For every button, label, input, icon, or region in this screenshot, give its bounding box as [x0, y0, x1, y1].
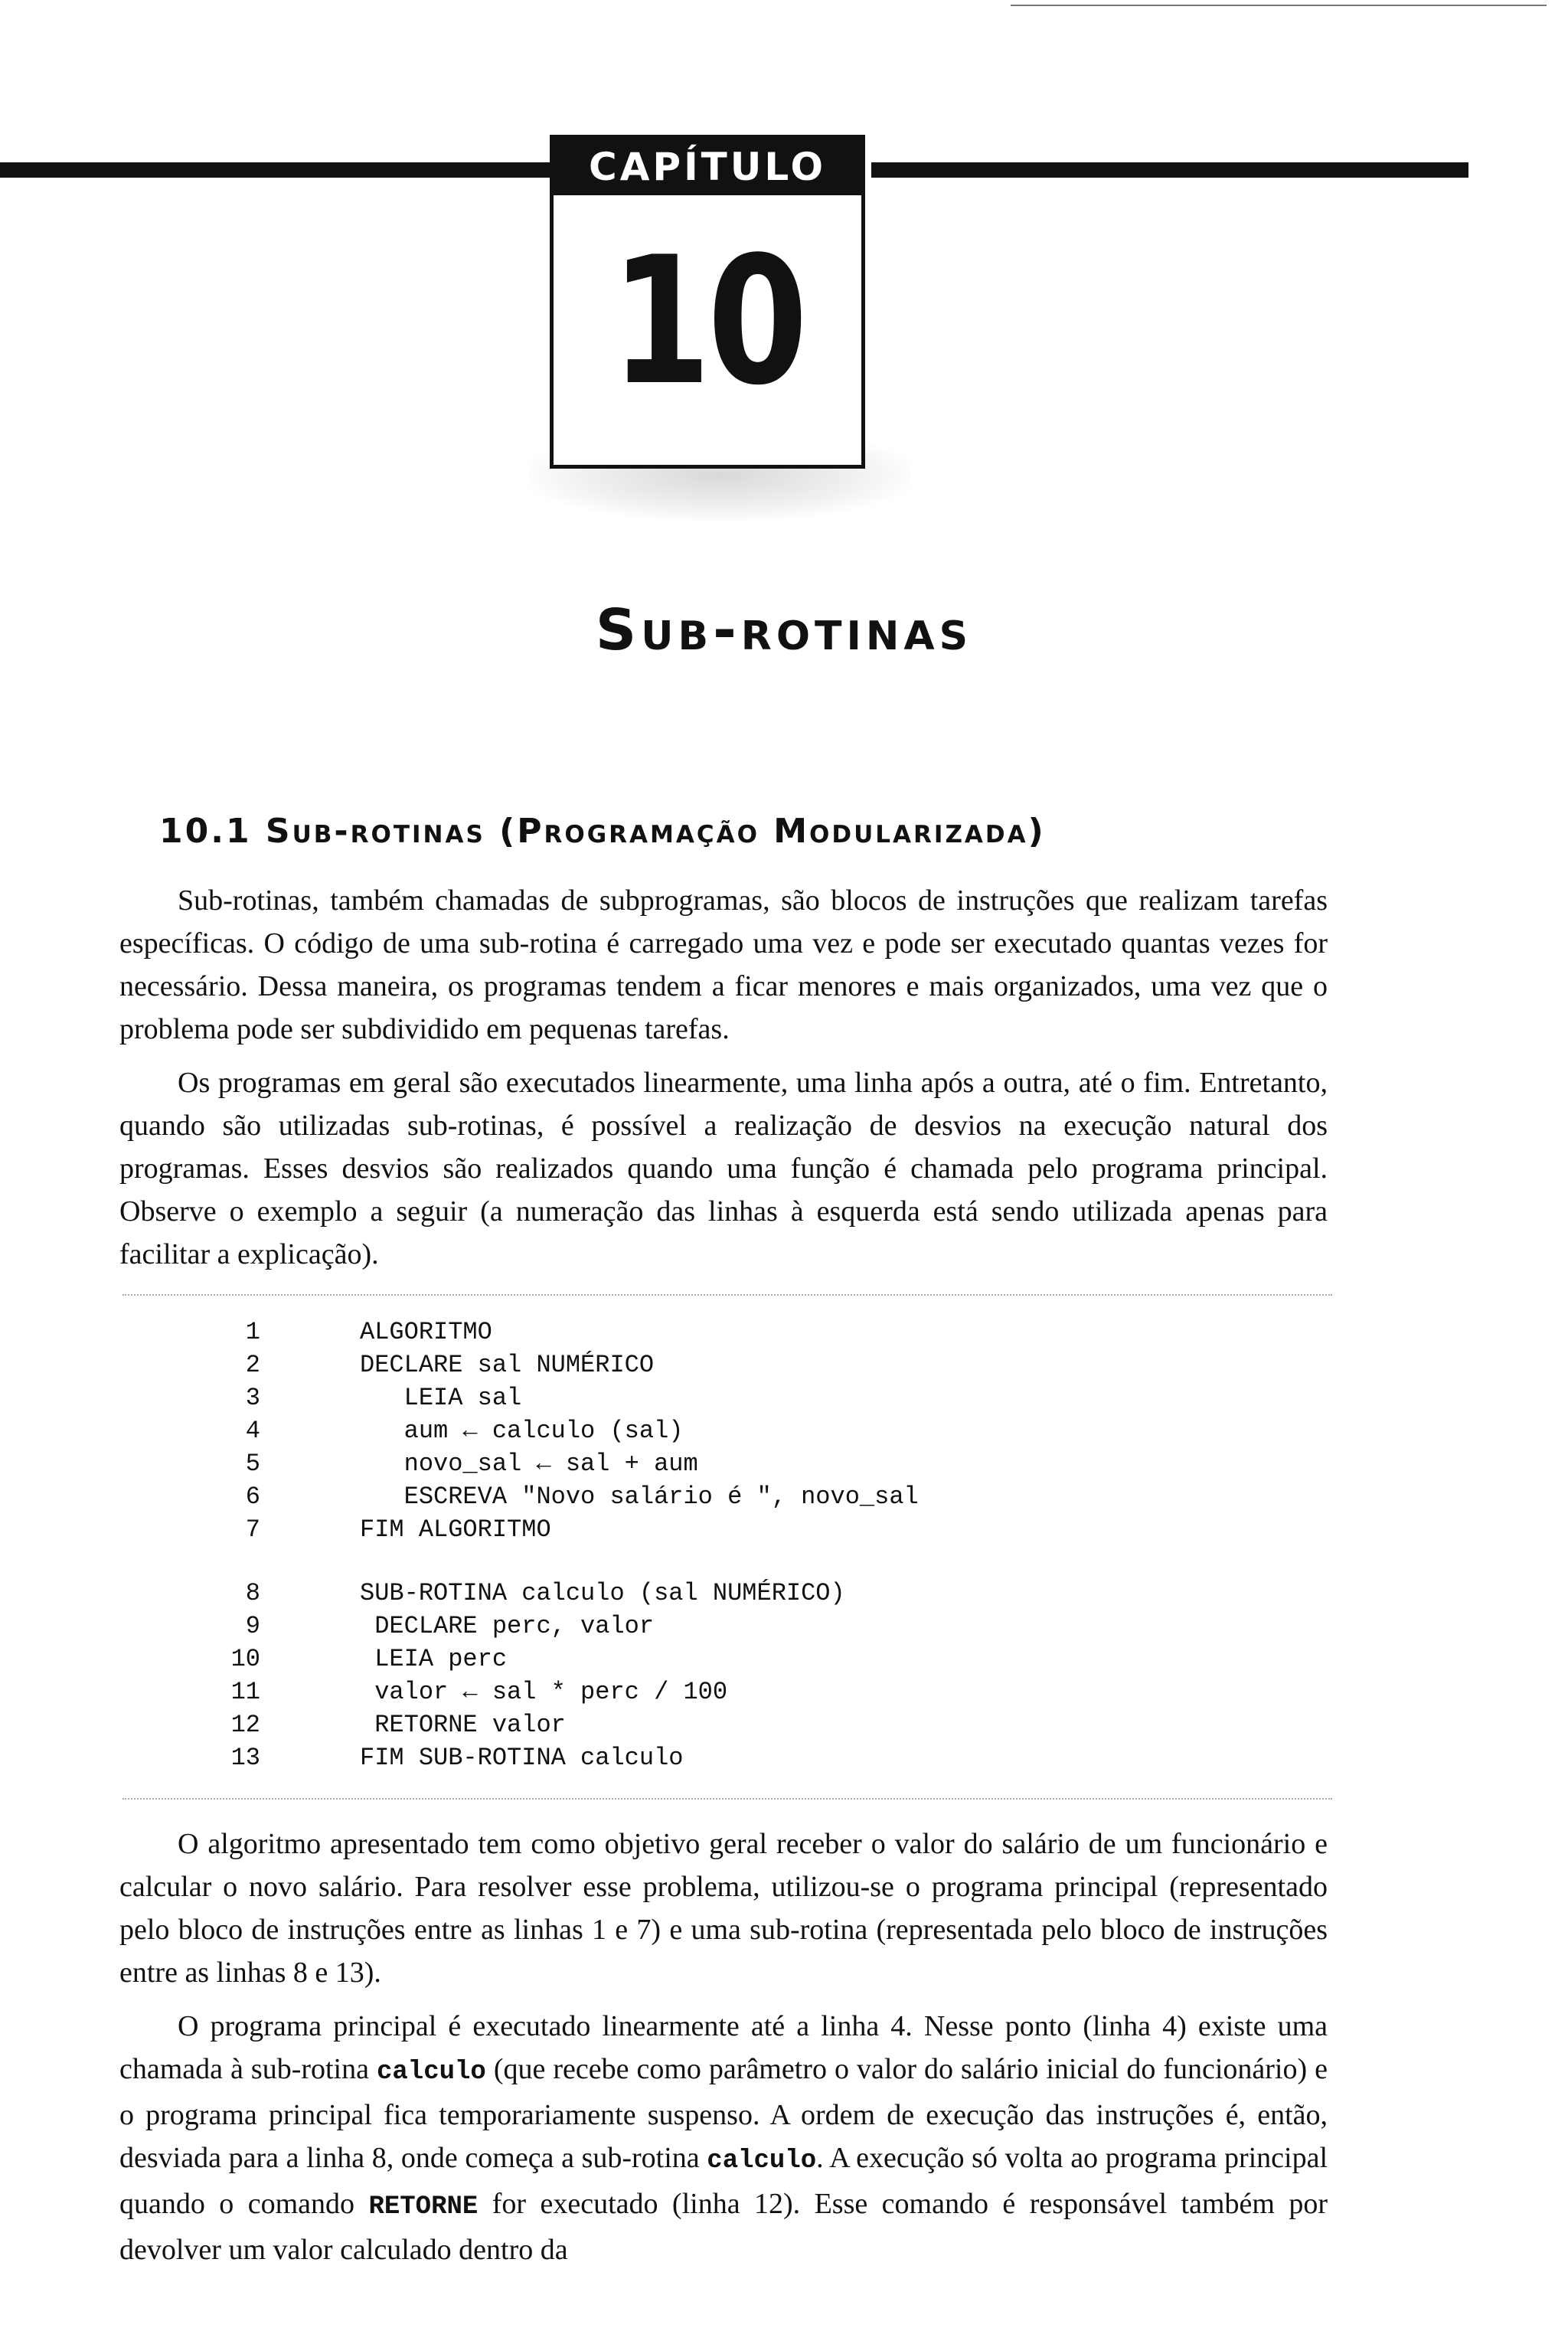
paragraph: Sub-rotinas, também chamadas de subprogramas, são blocos de instruções que realizam tarefas específicas. O código de uma sub-rotina é carregado uma vez e pode ser executado quantas vezes for necessário. Dessa maneira, os programas tendem a ficar menores e mais organizados, uma vez que o problema pode ser subdividido em pequenas tarefas.: [119, 884, 1328, 1045]
code-line: RETORNE valor: [360, 1711, 566, 1739]
line-number: 9: [245, 1612, 260, 1640]
code-row: [199, 1447, 919, 1480]
code-line: DECLARE perc, valor: [360, 1612, 655, 1640]
line-number: 3: [245, 1384, 260, 1412]
code-line: valor ← sal * perc / 100: [360, 1678, 728, 1706]
code-gap: [199, 1546, 919, 1577]
code-line: DECLARE sal NUMÉRICO: [360, 1351, 655, 1379]
paragraph: [119, 2005, 1328, 2271]
line-number: 8: [245, 1579, 260, 1607]
line-number: 4: [245, 1417, 260, 1445]
top-rule: [1011, 5, 1547, 6]
chapter-badge: [550, 135, 865, 469]
paragraph: O algoritmo apresentado tem como objetivo geral receber o valor do salário de um funcionário e calcular o novo salário. Para resolver esse problema, utilizou-se o programa principal (representado pelo bloco de instruções entre as linhas 1 e 7) e uma sub-rotina (representada pelo bloco de instruções entre as linhas 8 e 13).: [119, 1828, 1328, 1989]
code-row: [199, 1741, 919, 1774]
code-line: novo_sal ← sal + aum: [360, 1450, 698, 1478]
code-row: [199, 1513, 919, 1546]
code-row: [199, 1577, 919, 1610]
code-line: ESCREVA "Novo salário é ", novo_sal: [360, 1483, 919, 1511]
code-row: [199, 1610, 919, 1643]
code-line: ALGORITMO: [360, 1318, 492, 1346]
paragraph: Os programas em geral são executados linearmente, uma linha após a outra, até o fim. Entretanto, quando são utilizadas sub-rotinas, é possível a realização de desvios na execução natural dos programas. Esses desvios são realizados quando uma função é chamada pelo programa principal. Observe o exemplo a seguir (a numeração das linhas à esquerda está sendo utilizada apenas para facilitar a explicação).: [119, 1067, 1328, 1270]
code-row: [199, 1676, 919, 1708]
code-row: [199, 1643, 919, 1676]
line-number: 6: [245, 1483, 260, 1511]
code-row: [199, 1480, 919, 1513]
intro-text: [119, 879, 1328, 1286]
line-number: 10: [230, 1645, 260, 1673]
chapter-label: CAPÍTULO: [554, 139, 861, 195]
line-number: 13: [230, 1744, 260, 1772]
code-row: [199, 1349, 919, 1381]
code-row: [199, 1708, 919, 1741]
code-row: [199, 1414, 919, 1447]
inline-code-calculo: calculo: [707, 2146, 817, 2176]
chapter-bar-right: [871, 162, 1468, 178]
code-row: [199, 1316, 919, 1349]
code-line: LEIA sal: [360, 1384, 522, 1412]
line-number: 7: [245, 1515, 260, 1544]
text-run: (que recebe como parâmetro o valor do salário inicial do funcionário) e o programa principal fica temporariamente suspenso. A ordem de execução das instruções é, então, desviada para a linha 8, onde começa a sub-rotina: [119, 2053, 1328, 2174]
code-line: SUB-ROTINA calculo (sal NUMÉRICO): [360, 1579, 845, 1607]
line-number: 2: [245, 1351, 260, 1379]
chapter-bar-left: [0, 162, 551, 178]
code-line: LEIA perc: [360, 1645, 508, 1673]
chapter-number: 10: [610, 220, 805, 424]
text-run: O programa principal é executado linearmente até a linha 4. Nesse ponto (linha 4) existe uma chamada à sub-rotina: [119, 2010, 1328, 2085]
text-run: for executado (linha 12). Esse comando é responsável também por devolver um valor calculado dentro da: [119, 2188, 1328, 2266]
code-line: FIM SUB-ROTINA calculo: [360, 1744, 684, 1772]
line-number: 11: [230, 1678, 260, 1706]
explanation-text: [119, 1823, 1328, 2282]
section-heading: 10.1 Sub-rotinas (Programação Modularizada): [159, 812, 1046, 851]
code-line: FIM ALGORITMO: [360, 1515, 551, 1544]
chapter-title: Sub-rotinas: [595, 597, 973, 663]
line-number: 12: [230, 1711, 260, 1739]
text-run: . A execução só volta ao programa principal quando o comando: [119, 2142, 1328, 2220]
code-separator-top: [122, 1294, 1332, 1296]
inline-code-calculo: calculo: [377, 2058, 486, 2087]
code-listing: [199, 1316, 919, 1774]
line-number: 5: [245, 1450, 260, 1478]
code-separator-bottom: [122, 1798, 1332, 1800]
inline-code-retorne: RETORNE: [368, 2192, 479, 2221]
line-number: 1: [245, 1318, 260, 1346]
code-line: aum ← calculo (sal): [360, 1417, 684, 1445]
code-row: [199, 1381, 919, 1414]
